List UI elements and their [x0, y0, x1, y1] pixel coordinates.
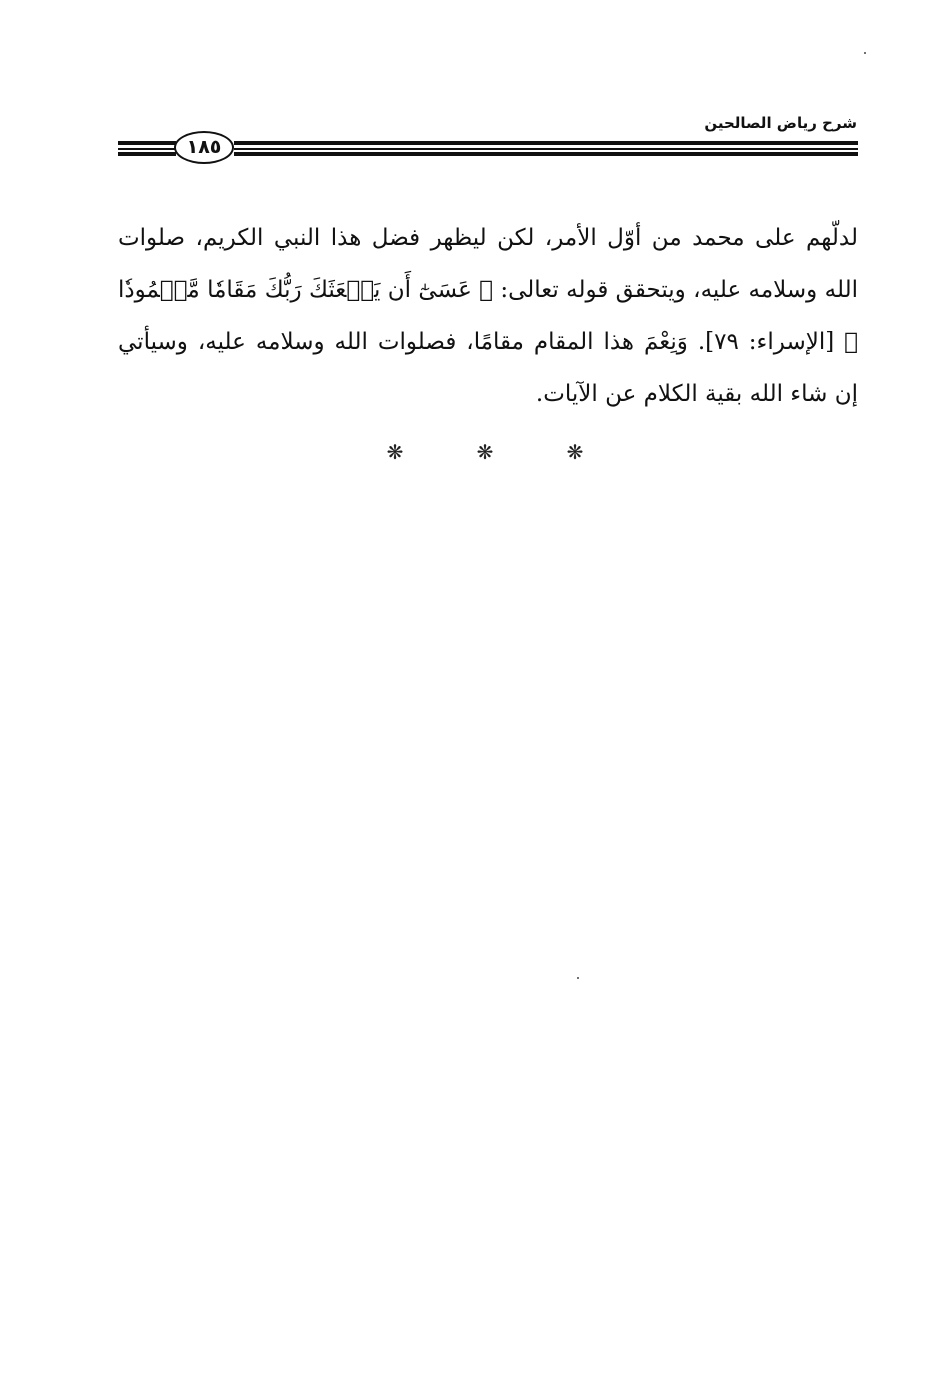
scan-speck	[577, 977, 579, 979]
text-line-1: لدلّهم على محمد من أوّل الأمر، لكن ليظهر فضل هذا النبي الكريم،	[195, 225, 858, 251]
header-rule-left-top	[118, 141, 176, 145]
verse-reference: [الإسراء: ٧٩].	[687, 329, 845, 355]
quran-verse: ﴿ عَسَىٰٓ أَن يَبۡعَثَكَ رَبُّكَ مَقَامٗا مَّحۡمُودٗا ﴾	[118, 277, 858, 355]
text-line-2-prefix: صلوات الله وسلامه عليه، ويتحقق قوله تعالى:	[118, 225, 858, 303]
header-rule-right-bottom	[234, 152, 858, 156]
section-separator	[380, 440, 590, 464]
header-rule-right-middle	[234, 148, 858, 150]
separator-star-icon: ❋	[476, 440, 494, 464]
header-rule-left-middle	[118, 148, 176, 150]
body-text	[118, 212, 858, 420]
separator-star-icon: ❋	[386, 440, 404, 464]
page-header	[0, 0, 949, 170]
book-title: شرح رياض الصالحين	[704, 114, 857, 132]
text-line-3: وَنِعْمَ هذا المقام مقامًا، فصلوات الله وسلامه	[255, 329, 688, 355]
header-rule-left-bottom	[118, 152, 176, 156]
separator-star-icon: ❋	[566, 440, 584, 464]
header-rule-right-top	[234, 141, 858, 145]
text-line-4: عليه، وسيأتي إن شاء الله بقية الكلام عن الآيات.	[118, 329, 858, 407]
page-number-badge	[174, 131, 234, 164]
body-paragraph	[118, 212, 858, 420]
scan-speck	[864, 52, 866, 54]
page-number: ١٨٥	[186, 136, 222, 158]
